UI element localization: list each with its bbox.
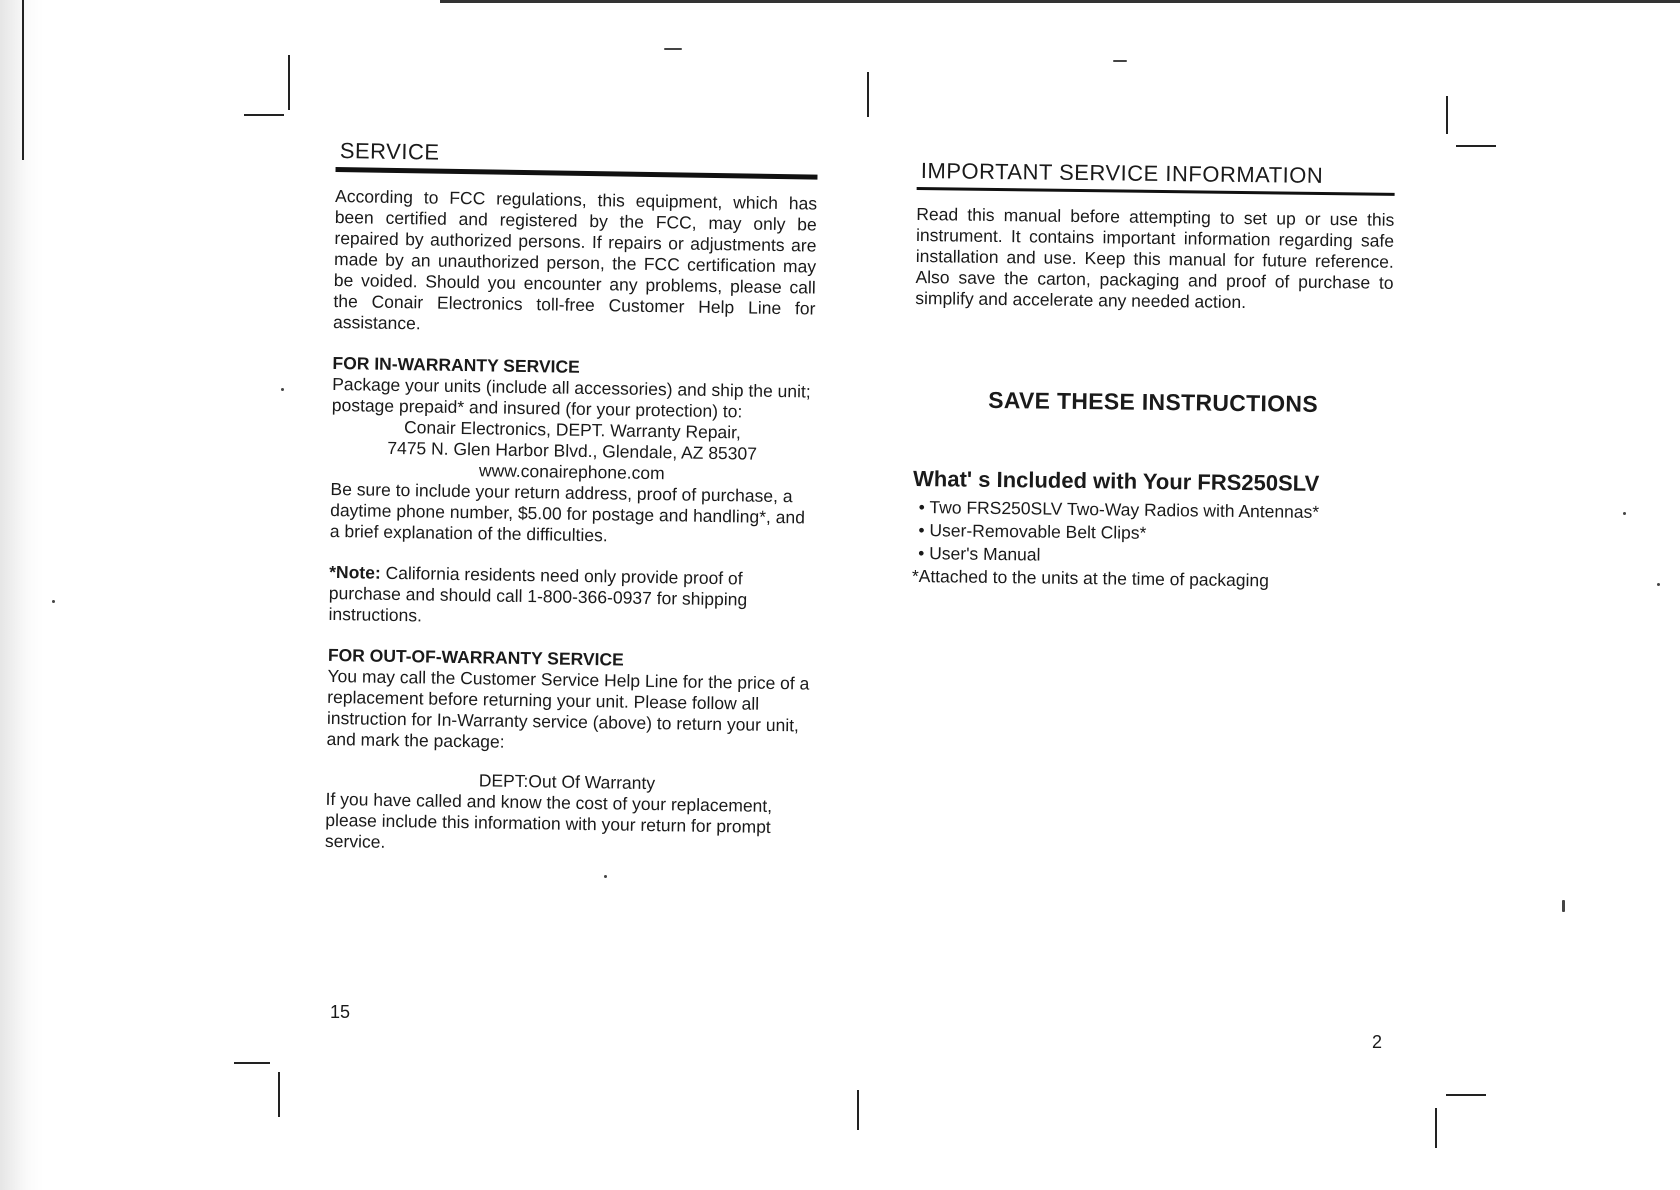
service-heading: SERVICE	[339, 138, 440, 165]
right-page	[912, 160, 1395, 593]
crop-mark	[1446, 1094, 1486, 1096]
address-line-2: 7475 N. Glen Harbor Blvd., Glendale, AZ 85307	[387, 437, 758, 464]
crop-mark	[1446, 96, 1448, 134]
list-item: • User-Removable Belt Clips*	[918, 520, 1390, 547]
crop-mark	[244, 114, 284, 116]
crop-mark	[867, 72, 869, 117]
list-item: • Two FRS250SLV Two-Way Radios with Antennas*	[919, 497, 1391, 524]
page-number-right: 2	[1372, 1032, 1383, 1052]
heading-rule	[335, 167, 817, 180]
out-of-warranty-heading: FOR OUT-OF-WARRANTY SERVICE	[327, 644, 624, 670]
note-paragraph	[328, 562, 811, 633]
save-instructions-heading: SAVE THESE INSTRUCTIONS	[988, 386, 1319, 417]
note-label: *Note:	[329, 561, 381, 583]
list-item: • User's Manual	[918, 543, 1390, 570]
out-of-warranty-text-2: If you have called and know the cost of your replacement, please include this information with your return for prompt service.	[324, 788, 773, 852]
address-line-1: Conair Electronics, DEPT. Warranty Repair,	[403, 417, 742, 443]
important-service-heading: IMPORTANT SERVICE INFORMATION	[920, 158, 1324, 188]
note-text: California residents need only provide proof of purchase and should call 1-800-366-0937 for shipping instructions.	[328, 562, 748, 626]
important-intro: Read this manual before attempting to set up or use this instrument. It contains important information regarding safe installation and use. Keep this manual for future reference. Also save the carton, packaging and proof of purchase to simplify and accelerate any needed action.	[915, 203, 1395, 313]
speck	[604, 875, 607, 878]
crop-mark	[234, 1062, 270, 1064]
crop-mark	[857, 1090, 859, 1130]
speck	[664, 48, 682, 50]
top-scan-line	[440, 0, 1680, 3]
crop-mark	[288, 55, 290, 110]
scan-shadow	[0, 0, 44, 1190]
packaging-footnote: *Attached to the units at the time of packaging	[911, 565, 1270, 591]
in-warranty-heading: FOR IN-WARRANTY SERVICE	[332, 352, 580, 377]
in-warranty-text: Package your units (include all accessories) and ship the unit; postage prepaid* and insured (for your protection) to:	[331, 373, 811, 422]
page-number-left: 15	[330, 1002, 351, 1022]
crop-mark	[22, 0, 24, 160]
included-list	[912, 497, 1391, 570]
heading-rule	[917, 187, 1395, 196]
service-intro: According to FCC regulations, this equipment, which has been certified and registered by the FCC, may only be repaired by authorized persons. If repairs or adjustments are made by an unauthorized person, the FCC certification may be voided. Should you encounter any problems, please call the Conair Electronics toll-free Customer Help Line for assistance.	[332, 185, 818, 334]
speck	[1623, 512, 1626, 515]
speck	[1562, 900, 1565, 912]
speck	[1113, 60, 1127, 62]
included-heading: What' s Included with Your FRS250SLV	[912, 465, 1320, 496]
website: www.conairephone.com	[478, 460, 665, 484]
crop-mark	[1456, 145, 1496, 147]
speck	[52, 600, 55, 603]
left-page	[325, 140, 818, 859]
dept-label: DEPT:Out Of Warranty	[478, 770, 656, 794]
speck	[281, 388, 284, 391]
out-of-warranty-text: You may call the Customer Service Help Line for the price of a replacement before returning your unit. Please follow all instruction for In-Warranty service (above) to return your unit, and mark the package:	[326, 665, 810, 752]
crop-mark	[278, 1072, 280, 1117]
speck	[1657, 583, 1660, 586]
crop-mark	[1435, 1108, 1437, 1148]
in-warranty-text-2: Be sure to include your return address, proof of purchase, a daytime phone number, $5.00 for postage and handling*, and a brief explanation of the difficulties.	[329, 478, 806, 546]
